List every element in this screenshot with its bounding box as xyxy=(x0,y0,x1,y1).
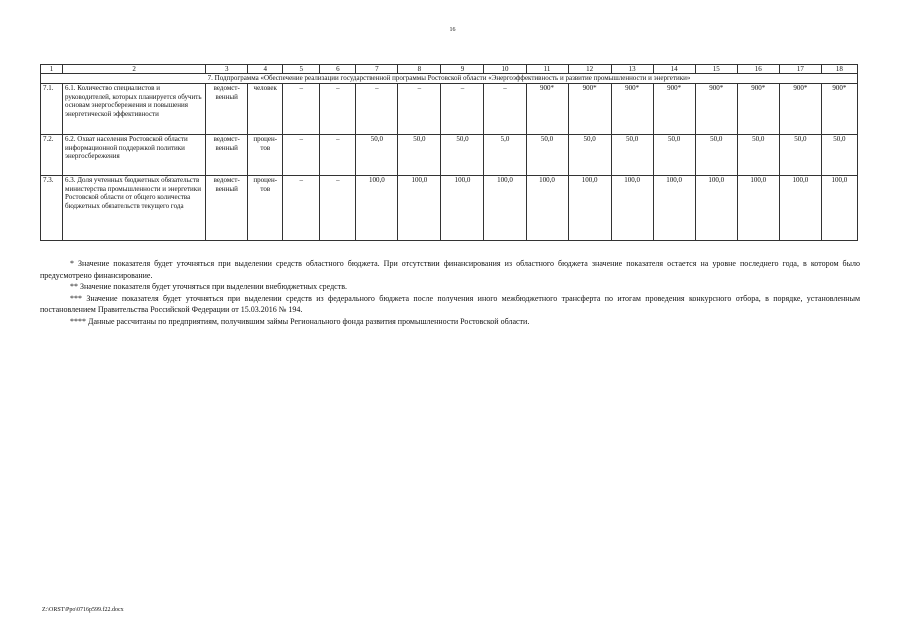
value-cell: 900* xyxy=(695,84,737,135)
value-cell: – xyxy=(398,84,441,135)
indicator-type: ведомст-венный xyxy=(206,84,248,135)
column-number: 10 xyxy=(484,65,526,74)
column-number: 12 xyxy=(568,65,611,74)
value-cell: 900* xyxy=(779,84,821,135)
file-path: Z:\ORST\Ppo\0716p599.f22.docx xyxy=(42,607,124,613)
footnote: * Значение показателя будет уточняться при выделении средств областного бюджета. При отсутствии финансирования из областного бюджета значение показателя остается на уровне последнего года, в котором было предусмотрено финансирование. xyxy=(40,259,860,280)
value-cell: 900* xyxy=(821,84,857,135)
footnotes xyxy=(40,258,860,328)
value-cell: 100,0 xyxy=(526,176,568,241)
column-number: 16 xyxy=(737,65,779,74)
value-cell: 50,0 xyxy=(568,135,611,176)
column-number-row xyxy=(41,65,858,74)
column-number: 2 xyxy=(63,65,206,74)
column-number: 8 xyxy=(398,65,441,74)
value-cell: 100,0 xyxy=(695,176,737,241)
row-number: 7.1. xyxy=(41,84,63,135)
value-cell: 50,0 xyxy=(441,135,484,176)
column-number: 5 xyxy=(283,65,320,74)
value-cell: 100,0 xyxy=(568,176,611,241)
value-cell: 5,0 xyxy=(484,135,526,176)
value-cell: – xyxy=(283,84,320,135)
value-cell: 50,0 xyxy=(779,135,821,176)
value-cell: 100,0 xyxy=(737,176,779,241)
value-cell: 900* xyxy=(526,84,568,135)
table-row xyxy=(41,176,858,241)
value-cell: 50,0 xyxy=(737,135,779,176)
value-cell: 900* xyxy=(737,84,779,135)
column-number: 1 xyxy=(41,65,63,74)
value-cell: 50,0 xyxy=(356,135,398,176)
value-cell: 100,0 xyxy=(821,176,857,241)
value-cell: 100,0 xyxy=(398,176,441,241)
value-cell: – xyxy=(356,84,398,135)
indicator-type: ведомст-венный xyxy=(206,135,248,176)
value-cell: – xyxy=(320,135,356,176)
footnote: **** Данные рассчитаны по предприятиям, получившим займы Регионального фонда развития промышленности Ростовской области. xyxy=(70,316,530,326)
footnote: ** Значение показателя будет уточняться при выделении внебюджетных средств. xyxy=(70,282,348,292)
column-number: 18 xyxy=(821,65,857,74)
indicators-table xyxy=(40,64,858,241)
value-cell: 50,0 xyxy=(653,135,695,176)
indicator-unit: человек xyxy=(248,84,283,135)
footnote: *** Значение показателя будет уточняться при выделении средств из федерального бюджета после получения иного межбюджетного трансферта по итогам проведения конкурсного отбора, в порядке, установленным постановлением Правительства Российской Федерации от 15.03.2016 № 194. xyxy=(40,293,860,315)
indicator-type: ведомст-венный xyxy=(206,176,248,241)
value-cell: – xyxy=(441,84,484,135)
value-cell: 100,0 xyxy=(441,176,484,241)
value-cell: 50,0 xyxy=(526,135,568,176)
table-row xyxy=(41,135,858,176)
column-number: 4 xyxy=(248,65,283,74)
value-cell: 50,0 xyxy=(695,135,737,176)
value-cell: 100,0 xyxy=(484,176,526,241)
column-number: 7 xyxy=(356,65,398,74)
table-row xyxy=(41,84,858,135)
value-cell: – xyxy=(484,84,526,135)
indicator-unit: процен-тов xyxy=(248,176,283,241)
column-number: 9 xyxy=(441,65,484,74)
value-cell: – xyxy=(320,176,356,241)
page-number: 16 xyxy=(449,27,456,33)
value-cell: 100,0 xyxy=(611,176,653,241)
subprogram-row xyxy=(41,74,858,84)
value-cell: 50,0 xyxy=(821,135,857,176)
indicator-name: 6.2. Охват населения Ростовской области информационной поддержкой политики энергосбережения xyxy=(63,135,206,176)
value-cell: 100,0 xyxy=(653,176,695,241)
column-number: 14 xyxy=(653,65,695,74)
column-number: 13 xyxy=(611,65,653,74)
column-number: 6 xyxy=(320,65,356,74)
value-cell: 100,0 xyxy=(779,176,821,241)
value-cell: – xyxy=(320,84,356,135)
value-cell: 100,0 xyxy=(356,176,398,241)
value-cell: – xyxy=(283,176,320,241)
indicator-name: 6.1. Количество специалистов и руководителей, которых планируется обучить основам энергосбережения и повышения энергетической эффективности xyxy=(63,84,206,135)
value-cell: 50,0 xyxy=(398,135,441,176)
value-cell: – xyxy=(283,135,320,176)
row-number: 7.3. xyxy=(41,176,63,241)
indicator-name: 6.3. Доля учтенных бюджетных обязательств министерства промышленности и энергетики Ростовской области от общего количества бюджетных обязательств текущего года xyxy=(63,176,206,241)
value-cell: 900* xyxy=(653,84,695,135)
column-number: 17 xyxy=(779,65,821,74)
row-number: 7.2. xyxy=(41,135,63,176)
subprogram-title: 7. Подпрограмма «Обеспечение реализации государственной программы Ростовской области «Энергоэффективность и развитие промышленности и энергетики» xyxy=(41,74,858,84)
value-cell: 900* xyxy=(568,84,611,135)
indicator-unit: процен-тов xyxy=(248,135,283,176)
column-number: 3 xyxy=(206,65,248,74)
value-cell: 50,0 xyxy=(611,135,653,176)
column-number: 15 xyxy=(695,65,737,74)
value-cell: 900* xyxy=(611,84,653,135)
column-number: 11 xyxy=(526,65,568,74)
